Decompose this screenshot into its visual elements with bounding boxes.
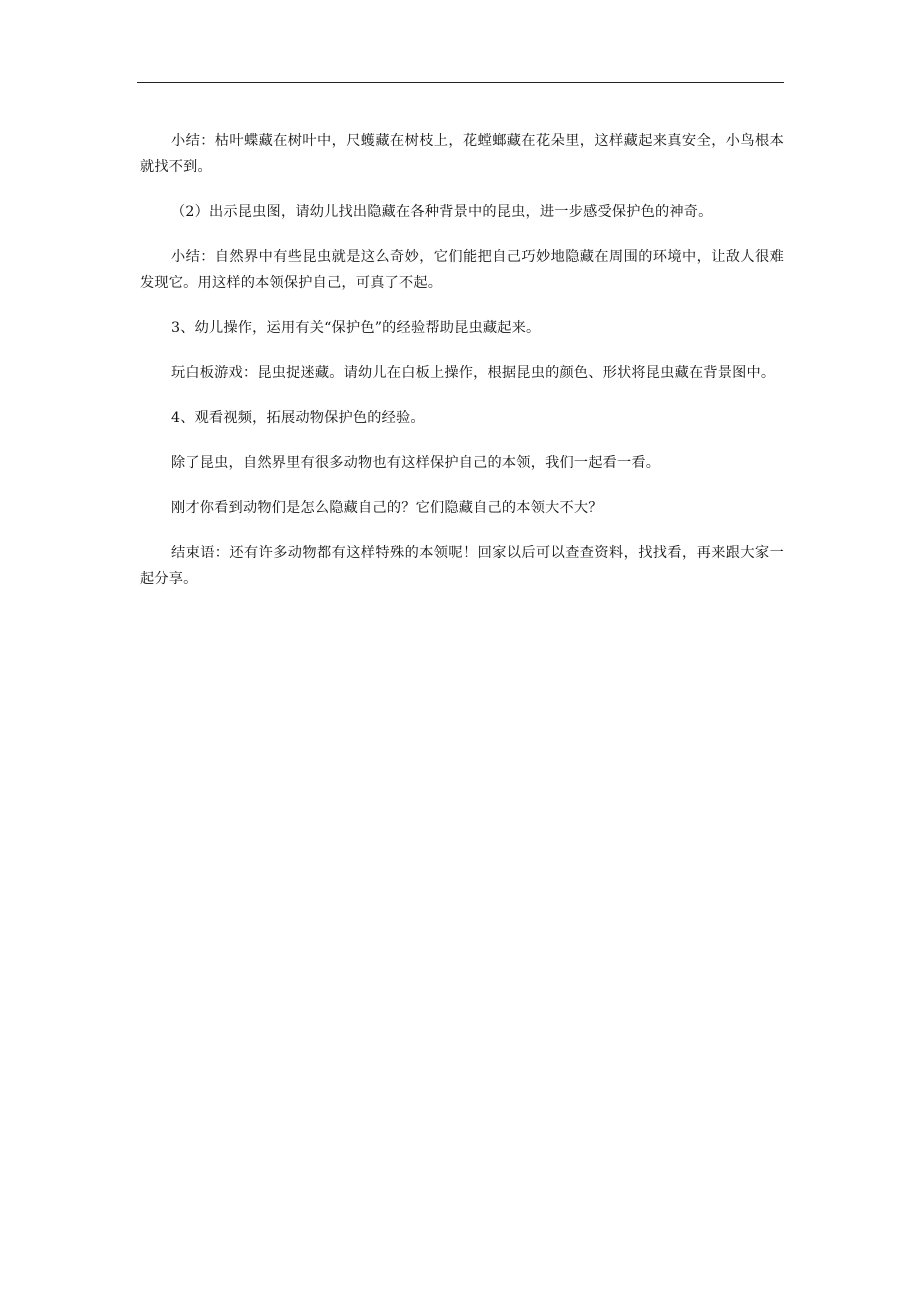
paragraph-step-show-insects: （2）出示昆虫图，请幼儿找出隐藏在各种背景中的昆虫，进一步感受保护色的神奇。: [171, 204, 713, 220]
paragraph-question: 刚才你看到动物们是怎么隐藏自己的？它们隐藏自己的本领大不大？: [171, 500, 603, 516]
paragraph-step-3-operation: 3、幼儿操作，运用有关“保护色”的经验帮助昆虫藏起来。: [171, 320, 541, 336]
paragraph-summary-nature: 小结：自然界中有些昆虫就是这么奇妙，它们能把自己巧妙地隐藏在周围的环境中，让敌人很难发现它。用这样的本领保护自己，可真了不起。: [140, 249, 784, 291]
header-rule: [137, 82, 784, 83]
paragraph-summary-butterfly: 小结：枯叶蝶藏在树叶中，尺蠖藏在树枝上，花螳螂藏在花朵里，这样藏起来真安全，小鸟根本就找不到。: [140, 133, 784, 175]
paragraph-step-4-video: 4、观看视频，拓展动物保护色的经验。: [171, 410, 425, 426]
paragraph-other-animals: 除了昆虫，自然界里有很多动物也有这样保护自己的本领，我们一起看一看。: [171, 455, 661, 471]
document-body: [140, 128, 784, 611]
paragraph-closing: 结束语：还有许多动物都有这样特殊的本领呢！回家以后可以查查资料，找找看，再来跟大家一起分享。: [140, 545, 784, 587]
paragraph-whiteboard-game: 玩白板游戏：昆虫捉迷藏。请幼儿在白板上操作，根据昆虫的颜色、形状将昆虫藏在背景图中。: [171, 365, 776, 381]
